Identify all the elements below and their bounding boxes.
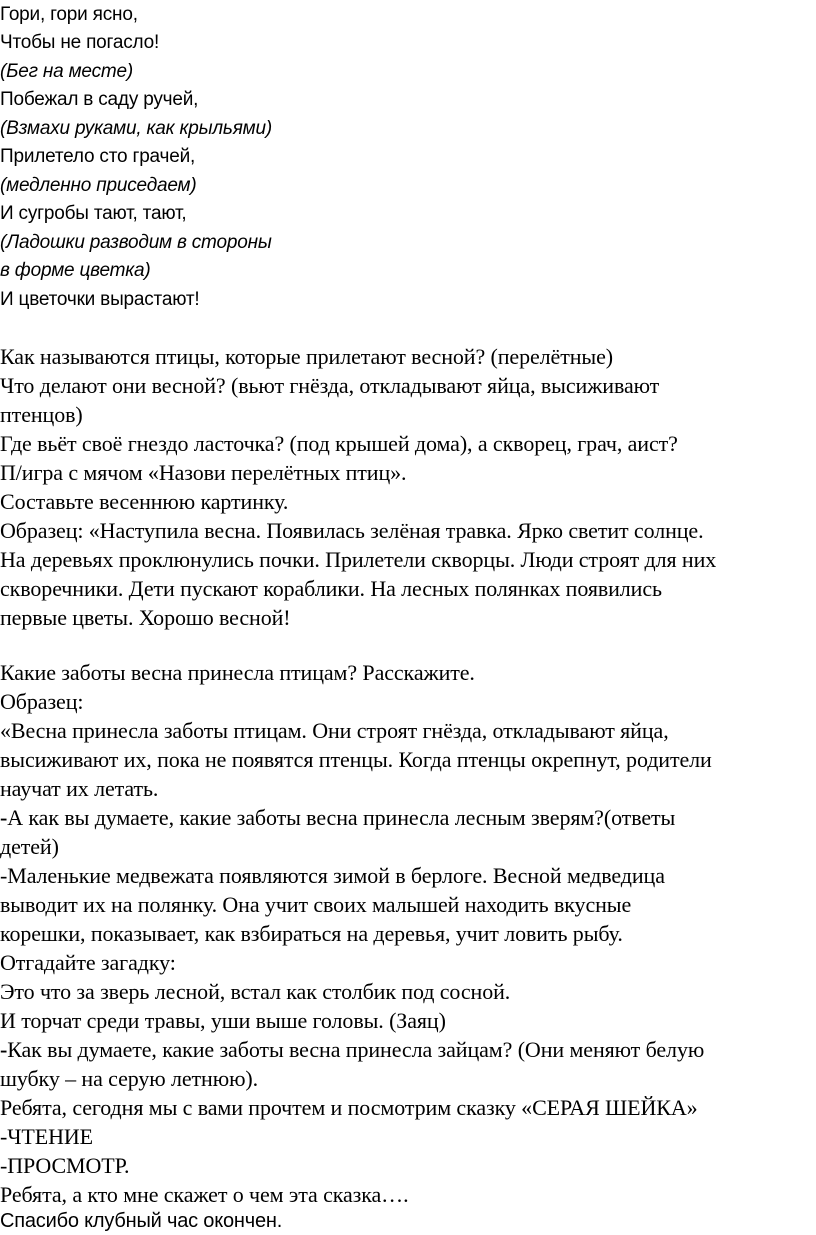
dash: - bbox=[0, 1037, 8, 1062]
question-birds-spring: Что делают они весной? (вьют гнёзда, откладывают яйца, высиживают bbox=[0, 373, 660, 398]
reading: -ЧТЕНИЕ bbox=[0, 1124, 94, 1149]
sample-spring-3: скворечники. Дети пускают кораблики. На лесных полянках появились bbox=[0, 576, 662, 601]
poem-stage-direction-4-cont: в форме цветка) bbox=[0, 260, 151, 281]
poem-line-4: Прилетело сто грачей, bbox=[0, 146, 196, 167]
question-hares-text: Как вы думаете, какие заботы весна принесла зайцам? (Они меняют белую bbox=[7, 1037, 705, 1062]
riddle-line-2: И торчат среди травы, уши выше головы. (Заяц) bbox=[0, 1008, 446, 1033]
poem-line-6: И цветочки вырастают! bbox=[0, 289, 200, 310]
riddle-line-1: Это что за зверь лесной, встал как столбик под сосной. bbox=[0, 979, 511, 1004]
question-hares bbox=[0, 1037, 704, 1063]
viewing: -ПРОСМОТР. bbox=[0, 1153, 130, 1178]
sample-birds-3: научат их летать. bbox=[0, 776, 159, 801]
question-birds-spring-cont: птенцов) bbox=[0, 402, 83, 427]
question-forest-animals-cont: детей) bbox=[0, 834, 59, 859]
question-hares-cont: шубку – на серую летнюю). bbox=[0, 1066, 259, 1091]
sample-label: Образец: bbox=[0, 689, 84, 714]
question-forest-animals bbox=[0, 805, 675, 831]
poem-line-5: И сугробы тают, тают, bbox=[0, 203, 187, 224]
poem-stage-direction-2: (Взмахи руками, как крыльями) bbox=[0, 118, 272, 139]
poem-stage-direction-3: (медленно приседаем) bbox=[0, 175, 197, 196]
fairy-tale-intro: Ребята, сегодня мы с вами прочтем и посмотрим сказку «СЕРАЯ ШЕЙКА» bbox=[0, 1095, 698, 1120]
question-bird-cares: Какие заботы весна принесла птицам? Расскажите. bbox=[0, 660, 475, 685]
question-forest-animals-text: А как вы думаете, какие заботы весна принесла лесным зверям?(ответы bbox=[7, 805, 676, 830]
sample-spring-2: На деревьях проклюнулись почки. Прилетели скворцы. Люди строят для них bbox=[0, 547, 717, 572]
ball-game: П/игра с мячом «Назови перелётных птиц». bbox=[0, 460, 407, 485]
closing-line: Спасибо клубный час окончен. bbox=[0, 1210, 283, 1232]
fairy-tale-question: Ребята, а кто мне скажет о чем эта сказка…. bbox=[0, 1182, 409, 1207]
bears-1: -Маленькие медвежата появляются зимой в берлоге. Весной медведица bbox=[0, 863, 665, 888]
bears-2: выводит их на полянку. Она учит своих малышей находить вкусные bbox=[0, 892, 632, 917]
sample-birds-2: высиживают их, пока не появятся птенцы. Когда птенцы окрепнут, родители bbox=[0, 747, 712, 772]
question-nests: Где вьёт своё гнездо ласточка? (под крышей дома), а скворец, грач, аист? bbox=[0, 431, 678, 456]
poem-stage-direction-1: (Бег на месте) bbox=[0, 61, 134, 82]
bears-3: корешки, показывает, как взбираться на деревья, учит ловить рыбу. bbox=[0, 921, 623, 946]
question-migratory-birds: Как называются птицы, которые прилетают весной? (перелётные) bbox=[0, 344, 613, 369]
poem-line-2: Чтобы не погасло! bbox=[0, 32, 160, 53]
sample-birds-1: «Весна принесла заботы птицам. Они строят гнёзда, откладывают яйца, bbox=[0, 718, 669, 743]
poem-line-1: Гори, гори ясно, bbox=[0, 4, 138, 25]
poem-line-3: Побежал в саду ручей, bbox=[0, 89, 199, 110]
dash: - bbox=[0, 805, 8, 830]
sample-spring-1: Образец: «Наступила весна. Появилась зелёная травка. Ярко светит солнце. bbox=[0, 518, 704, 543]
sample-spring-4: первые цветы. Хорошо весной! bbox=[0, 605, 291, 630]
spring-picture-task: Составьте весеннюю картинку. bbox=[0, 489, 289, 514]
riddle-title: Отгадайте загадку: bbox=[0, 950, 176, 975]
poem-stage-direction-4: (Ладошки разводим в стороны bbox=[0, 232, 272, 253]
